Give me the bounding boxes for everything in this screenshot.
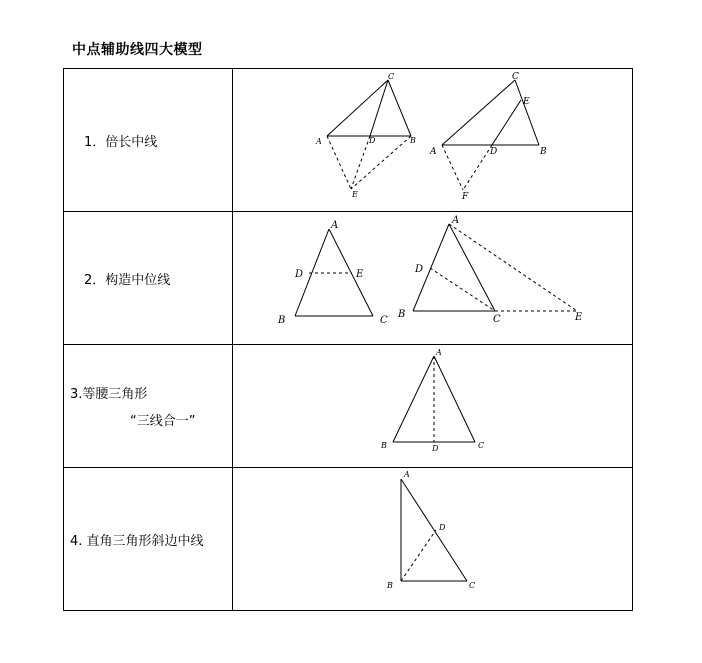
point-label-a: A (331, 220, 339, 231)
point-label-f: F (462, 192, 469, 202)
triangle-figure-1 (277, 220, 388, 326)
figure-cell (233, 345, 633, 468)
row-label-line2: “三线合一” (130, 414, 196, 429)
point-label-b: B (278, 315, 286, 326)
point-label-d: D (432, 444, 439, 453)
figure-cell (233, 212, 633, 345)
triangle-figure-1 (386, 470, 475, 590)
point-label-c: C (380, 315, 388, 326)
point-label-d: D (295, 269, 304, 280)
point-label-e: E (352, 190, 358, 199)
figure-double-median (233, 69, 632, 211)
row-label-cell (64, 468, 233, 611)
point-label-c: C (469, 581, 476, 590)
point-label-b: B (381, 441, 387, 450)
point-label-e: E (575, 312, 583, 323)
figure-cell (233, 468, 633, 611)
point-label-b: B (540, 147, 547, 157)
row-label-cell (64, 69, 233, 212)
row-label: 3.等腰三角形 (70, 387, 148, 402)
row-label: 1．倍长中线 (84, 134, 158, 150)
triangle-figure-1 (315, 72, 416, 199)
point-label-e: E (523, 97, 530, 107)
row-label-cell (64, 345, 233, 468)
models-table (63, 68, 633, 611)
table-row (64, 69, 633, 212)
point-label-a: A (430, 147, 437, 157)
row-label: 4. 直角三角形斜边中线 (70, 533, 204, 549)
point-label-b: B (387, 581, 393, 590)
point-label-d: D (415, 264, 424, 275)
point-label-c: C (493, 314, 501, 325)
point-label-e: E (356, 269, 364, 280)
point-label-a: A (404, 470, 410, 479)
point-label-a: A (452, 215, 460, 226)
figure-right-triangle (233, 468, 632, 610)
triangle-figure-2 (429, 72, 547, 202)
page-title: 中点辅助线四大模型 (72, 42, 203, 58)
figure-cell (233, 69, 633, 212)
point-label-d: D (439, 523, 446, 532)
figure-isosceles (233, 345, 632, 467)
point-label-c: C (478, 441, 485, 450)
point-label-d: D (369, 136, 376, 145)
point-label-d: D (490, 147, 498, 157)
point-label-a: A (316, 137, 322, 146)
triangle-figure-2 (397, 215, 583, 325)
point-label-c: C (512, 72, 519, 82)
point-label-c: C (388, 72, 395, 81)
point-label-b: B (398, 309, 406, 320)
point-label-a: A (436, 348, 442, 357)
row-label: 2．构造中位线 (84, 272, 171, 288)
table-row (64, 468, 633, 611)
table-row (64, 345, 633, 468)
figure-midline (233, 212, 632, 344)
row-label-cell (64, 212, 233, 345)
table-row (64, 212, 633, 345)
triangle-figure-1 (380, 348, 484, 453)
point-label-b: B (410, 136, 416, 145)
